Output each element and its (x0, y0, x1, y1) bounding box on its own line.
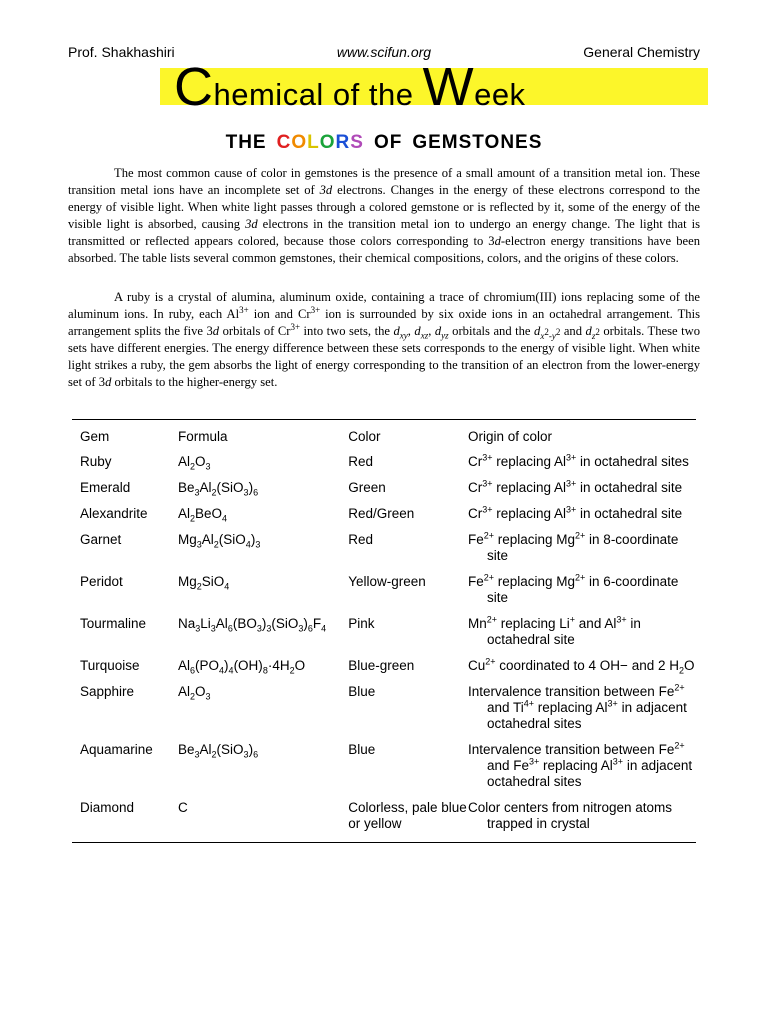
gemstone-table (72, 419, 696, 843)
gem-cell: Sapphire (80, 684, 135, 699)
banner-title (174, 57, 526, 117)
header-formula: Formula (177, 429, 228, 444)
color-cell: Green (348, 480, 386, 495)
color-cell: Pink (348, 616, 375, 631)
formula-cell: $Al_2BeO_4$ (177, 506, 228, 524)
origin-cell: Intervalence transition between $Fe^{2+}$ and $Fe^{3+}$ replacing $Al^{3+}$ in adjacent octahedral sites (467, 740, 693, 789)
origin-cell: $Cr^{3+}$ replacing $Al^{3+}$ in octahedral site (467, 504, 683, 521)
color-cell: Red/Green (348, 506, 415, 521)
formula-cell: $Mg_3Al_2(SiO_4)_3$ (177, 532, 261, 550)
origin-cell: $Fe^{2+}$ replacing $Mg^{2+}$ in 6-coordinate site (467, 572, 679, 605)
gem-cell: Turquoise (80, 658, 140, 673)
color-cell: Red (348, 532, 373, 547)
title-colors-letter: O (291, 132, 308, 153)
origin-cell: $Cr^{3+}$ replacing $Al^{3+}$ in octahedral site (467, 478, 683, 495)
header-origin: Origin of color (467, 429, 552, 444)
origin-cell: $Cr^{3+}$ replacing $Al^{3+}$ in octahedral sites (467, 452, 689, 469)
table-row (72, 742, 696, 800)
banner-big-c: C (174, 57, 214, 117)
color-cell: Red (348, 454, 373, 469)
gem-cell: Garnet (80, 532, 122, 547)
title-of: OF (373, 132, 403, 153)
formula-cell: C (177, 800, 188, 815)
article-title (0, 132, 768, 154)
formula-cell: $Mg_2SiO_4$ (177, 574, 230, 592)
title-colors-letter: R (335, 132, 351, 153)
color-cell: Blue (348, 684, 376, 699)
gem-cell: Alexandrite (80, 506, 148, 521)
header-gem: Gem (80, 429, 110, 444)
table-body (72, 454, 696, 842)
header-color: Color (348, 429, 381, 444)
table-row (72, 532, 696, 574)
website-url[interactable]: www.scifun.org (336, 44, 432, 60)
banner-big-w: W (422, 57, 475, 117)
gem-cell: Ruby (80, 454, 112, 469)
ruby-paragraph (68, 289, 700, 391)
title-the: THE (225, 132, 267, 153)
gem-cell: Tourmaline (80, 616, 147, 631)
title-colors (277, 132, 364, 153)
table-row (72, 800, 696, 842)
title-colors-letter: S (350, 132, 364, 153)
title-gemstones: GEMSTONES (412, 132, 543, 153)
color-cell: Colorless, pale blue or yellow (348, 800, 467, 831)
table-row (72, 454, 696, 480)
paragraph-1: The most common cause of color in gemstones is the presence of a small amount of a transition metal ion. These transition metal ions have an incomplete set of 3d electrons. Changes in the energy of these electrons correspond to the energy of visible light. When white light passes through a colored gemstone or is reflected by it, some of the energy of the visible light is absorbed, causing 3d electrons in the transition metal ion to undergo an energy change. The light that is transmitted or reflected appears colored, because those colors corresponding to 3d-electron energy transitions have been absorbed. The table lists several common gemstones, their chemical compositions, colors, and the origins of these colors. (68, 166, 700, 265)
gem-cell: Diamond (80, 800, 135, 815)
banner-part1: hemical of the (213, 77, 423, 112)
table-row (72, 616, 696, 658)
color-cell: Blue (348, 742, 376, 757)
color-cell: Blue-green (348, 658, 415, 673)
table-row (72, 506, 696, 532)
formula-cell: $Be_3Al_2(SiO_3)_6$ (177, 480, 259, 498)
table-row (72, 480, 696, 506)
course-name: General Chemistry (583, 44, 700, 60)
formula-cell: $Be_3Al_2(SiO_3)_6$ (177, 742, 259, 760)
title-colors-letter: L (307, 132, 320, 153)
formula-cell: $Al_6(PO_4)_4(OH)_8\cdot 4H_2O$ (177, 658, 306, 676)
formula-cell: $Al_2O_3$ (177, 454, 211, 472)
origin-cell: Color centers from nitrogen atoms trapped in crystal (467, 800, 673, 831)
table-row (72, 658, 696, 684)
gem-cell: Peridot (80, 574, 123, 589)
author-name: Prof. Shakhashiri (68, 44, 175, 60)
gem-cell: Emerald (80, 480, 131, 495)
origin-cell: $Cu^{2+}$ coordinated to 4 OH− and 2 $H_2O$ (467, 656, 695, 676)
banner-part2: eek (474, 77, 526, 112)
title-colors-letter: C (276, 132, 292, 153)
origin-cell: Intervalence transition between $Fe^{2+}$ and $Ti^{4+}$ replacing $Al^{3+}$ in adjacent octahedral sites (467, 682, 687, 731)
paragraph-2: A ruby is a crystal of alumina, aluminum oxide, containing a trace of chromium(III) ions replacing some of the aluminum ions. In ruby, each $Al^{3+}$ ion and $Cr^{3+}$ ion is surrounded by six oxide ions in an octahedral arrangement. This arrangement splits the five 3d orbitals of $Cr^{3+}$ into two sets, the $d_{xy}$, $d_{xz}$, $d_{yz}$ orbitals and the $d_{x^2-y^2}$ and $d_{z^2}$ orbitals. These two sets have different energies. The energy difference between these sets corresponds to the energy of visible light. When white light strikes a ruby, the gem absorbs the light of energy corresponding to the transition of an electron from the lower-energy set of 3d orbitals to the higher-energy set. (68, 290, 700, 389)
origin-cell: $Mn^{2+}$ replacing Li+ and $Al^{3+}$ in octahedral site (467, 614, 641, 647)
origin-cell: $Fe^{2+}$ replacing $Mg^{2+}$ in 8-coordinate site (467, 530, 679, 563)
table-header-row (72, 420, 696, 454)
table-row (72, 574, 696, 616)
formula-cell: $Na_3Li_3Al_6(BO_3)_3(SiO_3)_6F_4$ (177, 616, 327, 634)
formula-cell: $Al_2O_3$ (177, 684, 211, 702)
intro-paragraph (68, 165, 700, 267)
gem-cell: Aquamarine (80, 742, 153, 757)
table-row (72, 684, 696, 742)
color-cell: Yellow-green (348, 574, 426, 589)
title-colors-letter: O (319, 132, 336, 153)
